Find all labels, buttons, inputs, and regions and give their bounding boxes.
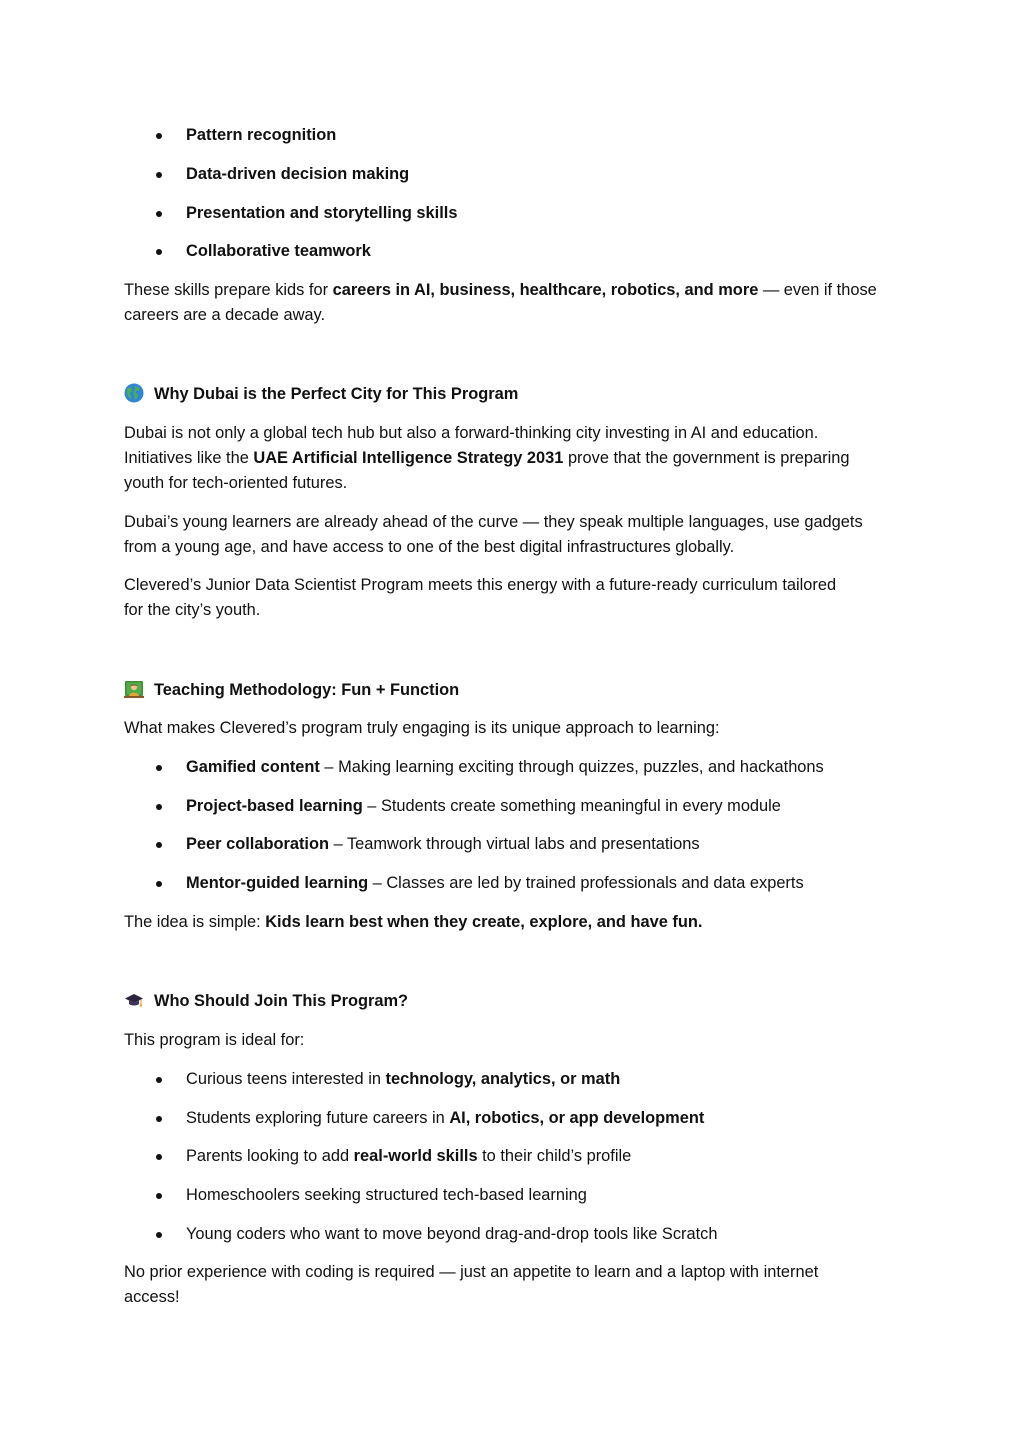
list-item: Gamified content – Making learning exciting through quizzes, puzzles, and hackathons xyxy=(124,755,904,780)
heading-text: Who Should Join This Program? xyxy=(154,992,409,1010)
bullet-dot xyxy=(156,842,162,848)
list-item xyxy=(124,239,904,264)
bullet-dot xyxy=(156,249,162,255)
dubai-paragraph-2: Dubai’s young learners are already ahead of the curve — they speak multiple languages, use gadgets from a young age, and have access to one of the best digital infrastructures globally. xyxy=(124,513,863,556)
bullet-dot xyxy=(156,211,162,217)
join-intro: This program is ideal for: xyxy=(124,1031,305,1049)
list-item xyxy=(124,201,904,226)
list-item: Peer collaboration – Teamwork through virtual labs and presentations xyxy=(124,832,904,857)
bullet-bold-text: Collaborative teamwork xyxy=(186,242,371,260)
join-closing: No prior experience with coding is required — just an appetite to learn and a laptop with internet access! xyxy=(124,1263,819,1306)
list-item: Curious teens interested in technology, analytics, or math xyxy=(124,1067,904,1092)
bullet-dot xyxy=(156,172,162,178)
list-item xyxy=(124,162,904,187)
graduation-cap-icon xyxy=(124,990,144,1010)
skills-paragraph: These skills prepare kids for careers in AI, business, healthcare, robotics, and more — even if those careers are a decade away. xyxy=(124,281,877,324)
bullet-dot xyxy=(156,1154,162,1160)
bullet-dot xyxy=(156,765,162,771)
list-item: Project-based learning – Students create something meaningful in every module xyxy=(124,794,904,819)
bullet-bold-text: Data-driven decision making xyxy=(186,165,410,183)
bullet-dot xyxy=(156,804,162,810)
methodology-closing: The idea is simple: Kids learn best when they create, explore, and have fun. xyxy=(124,913,703,931)
bullet-dot xyxy=(156,1232,162,1238)
list-item xyxy=(124,123,904,148)
dubai-paragraph-1: Dubai is not only a global tech hub but also a forward-thinking city investing in AI and education. Initiatives like the UAE Artificial Intelligence Strategy 2031 prove that the government is preparing youth for tech-oriented futures. xyxy=(124,424,850,492)
bullet-dot xyxy=(156,133,162,139)
list-item: Parents looking to add real-world skills to their child’s profile xyxy=(124,1144,904,1169)
bullet-dot xyxy=(156,1077,162,1083)
list-item: Students exploring future careers in AI, robotics, or app development xyxy=(124,1106,904,1131)
bullet-dot xyxy=(156,1116,162,1122)
methodology-intro: What makes Clevered’s program truly engaging is its unique approach to learning: xyxy=(124,719,720,737)
section-heading-join xyxy=(124,989,408,1014)
section-heading-dubai xyxy=(124,382,518,407)
list-item: Young coders who want to move beyond drag-and-drop tools like Scratch xyxy=(124,1222,904,1247)
list-item: Mentor-guided learning – Classes are led by trained professionals and data experts xyxy=(124,871,904,896)
section-heading-methodology xyxy=(124,678,459,703)
bullet-bold-text: Pattern recognition xyxy=(186,126,337,144)
teacher-icon xyxy=(124,679,144,699)
bullet-bold-text: Presentation and storytelling skills xyxy=(186,204,458,222)
bullet-dot xyxy=(156,1193,162,1199)
heading-text: Teaching Methodology: Fun + Function xyxy=(154,681,460,699)
bullet-dot xyxy=(156,881,162,887)
heading-text: Why Dubai is the Perfect City for This Program xyxy=(154,385,519,403)
dubai-paragraph-3: Clevered’s Junior Data Scientist Program meets this energy with a future-ready curriculum tailored for the city’s youth. xyxy=(124,576,837,619)
globe-icon xyxy=(124,383,144,403)
list-item: Homeschoolers seeking structured tech-based learning xyxy=(124,1183,904,1208)
